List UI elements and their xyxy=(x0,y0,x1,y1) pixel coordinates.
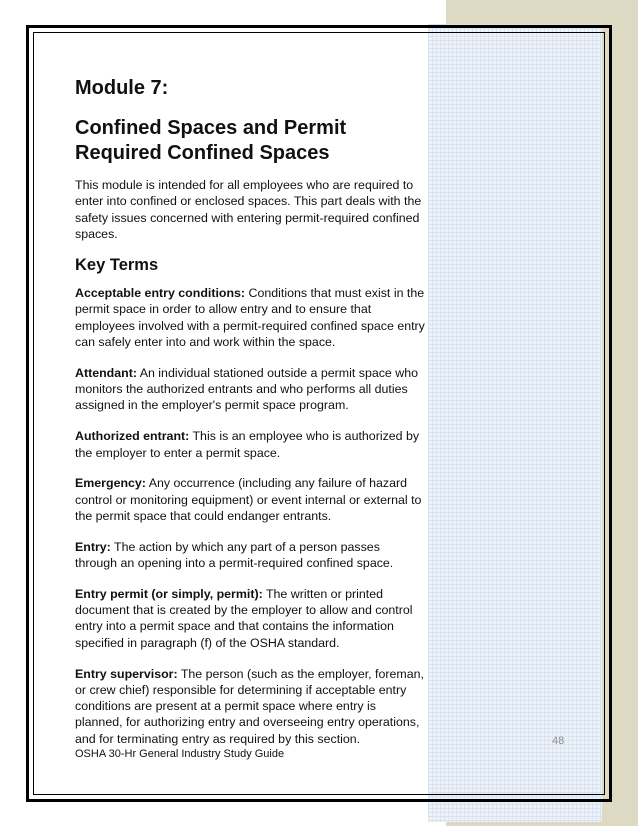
term-name: Entry permit (or simply, permit): xyxy=(75,586,263,601)
term-definition: Conditions that must exist in the permit space in order to allow entry and to ensure that employees involved with a permit-required confined space entry can safely enter into and work within the space. xyxy=(75,286,425,350)
term-emergency xyxy=(75,475,425,524)
term-definition: An individual stationed outside a permit space who monitors the authorized entrants and who performs all duties assigned in the employer's permit space program. xyxy=(75,365,418,413)
term-definition: This is an employee who is authorized by the employer to enter a permit space. xyxy=(75,429,420,460)
term-name: Authorized entrant: xyxy=(75,429,190,444)
term-definition: Any occurrence (including any failure of hazard control or monitoring equipment) or event internal or external to the permit space that could endanger entrants. xyxy=(75,476,422,523)
module-label: Module 7: xyxy=(75,77,169,99)
term-definition: The written or printed document that is created by the employer to allow and control entry into a permit space and that contains the information specified in paragraph (f) of the OSHA standard. xyxy=(75,586,413,650)
term-name: Entry supervisor: xyxy=(75,666,178,681)
page-content xyxy=(75,76,425,762)
footer-text: OSHA 30-Hr General Industry Study Guide xyxy=(75,748,285,760)
intro-paragraph: This module is intended for all employees who are required to enter into confined or enclosed spaces. This part deals with the safety issues concerned with entering permit-required confined spaces. xyxy=(75,178,422,241)
section-heading: Key Terms xyxy=(75,256,159,275)
term-entry-permit xyxy=(75,586,425,651)
term-name: Attendant: xyxy=(75,365,137,380)
page-title: Confined Spaces and Permit Required Confined Spaces xyxy=(75,117,347,164)
key-terms-list xyxy=(75,285,425,747)
term-entry xyxy=(75,539,425,572)
term-entry-supervisor xyxy=(75,666,425,747)
term-name: Emergency: xyxy=(75,476,146,491)
term-name: Entry: xyxy=(75,539,111,554)
term-definition: The action by which any part of a person passes through an opening into a permit-required confined space. xyxy=(75,539,394,571)
page-number: 48 xyxy=(552,735,565,747)
term-attendant xyxy=(75,365,425,414)
term-authorized-entrant xyxy=(75,428,425,461)
term-name: Acceptable entry conditions: xyxy=(75,286,246,301)
term-definition: The person (such as the employer, foreman, or crew chief) responsible for determining if acceptable entry conditions are present at a permit space where entry is planned, for authorizing entry and overseeing entry operations, and for terminating entry as required by this section. xyxy=(75,666,424,746)
term-acceptable-entry-conditions xyxy=(75,285,425,350)
